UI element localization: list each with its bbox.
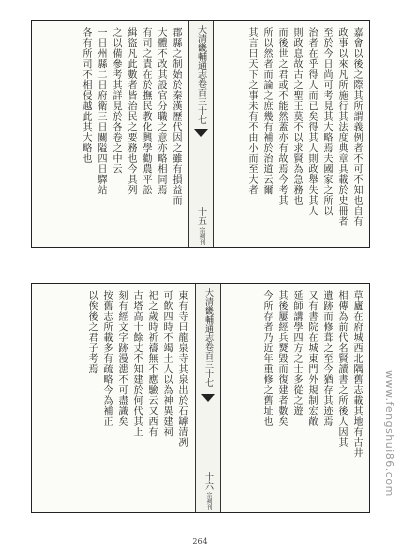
book-title: 大清畿輔通志卷百三十七: [196, 25, 206, 124]
book-title: 大清畿輔通志卷百三十七: [203, 288, 213, 387]
text-column: 一日州縣二日府衛三日關隘四日驛站: [95, 27, 106, 195]
text-column: 古塔高十餘丈不知建於何代其上: [131, 290, 142, 437]
text-column: 有司之責在於撫民教化興學勸農平訟: [140, 27, 151, 195]
fishtail-mark-icon: [201, 394, 215, 402]
text-column: 按舊志所載多有疏略今為補正: [101, 290, 112, 427]
text-column: 緝盜凡此數者皆治民之要務也今具列: [125, 27, 136, 195]
text-column: 可飲四時不竭土人以為神異建祠: [161, 290, 172, 437]
page-number: 十五: [196, 207, 206, 225]
footer-page-number: 264: [192, 537, 208, 546]
bottom-center-fold: [195, 284, 221, 512]
text-column: 其後屢經兵燹毀而復建者數矣: [276, 290, 287, 427]
text-column: 至於今日尚可考見其大略焉夫國家之所以: [321, 27, 332, 216]
text-column: 東有寺曰龍泉寺其泉出於石罅清冽: [176, 290, 187, 448]
publisher-mark: 宗祠刊: [198, 227, 205, 245]
publisher-mark: 宗祠刊: [205, 492, 212, 510]
text-column: 以俟後之君子考焉: [86, 290, 97, 374]
text-column: 則政息故古之聖王莫不以求賢為急務也: [291, 27, 302, 206]
fishtail-mark-icon: [194, 129, 208, 137]
text-column: 郡縣之制始於秦漢歷代因之雖有損益而: [170, 27, 181, 206]
text-column: 而後世之君或不能然蓋亦有故焉今考其: [276, 27, 287, 206]
page-number: 十六: [203, 472, 213, 490]
text-column: 草廬在府城西北隅舊志載其地有古井: [351, 290, 362, 458]
text-column: 又有書院在城東門外規制宏敞: [306, 290, 317, 427]
top-right-text-block: [215, 27, 363, 241]
text-column: 今所存者乃近年重修之舊址也: [261, 290, 272, 427]
text-column: 嘉會以後之際其所謂義例者不可不知也自有: [351, 27, 362, 227]
text-column: 治者在乎得人而已矣得其人則政舉失其人: [306, 27, 317, 216]
text-column: 祀之歲時祈禱無不應驗云又西有: [146, 290, 157, 437]
top-left-text-block: [38, 27, 182, 241]
text-column: 刻有經文字跡漫漶不可盡識矣: [116, 290, 127, 427]
text-column: 其言曰天下之事未有不由小而至大者: [246, 27, 257, 195]
text-column: 所以然者而論之庶幾有補於治道云爾: [261, 27, 272, 195]
bottom-page-spread: [31, 283, 370, 513]
site-watermark: www.fengshui86.com: [383, 370, 396, 497]
text-column: 之以備參考其詳見於各卷之中云: [110, 27, 121, 174]
bottom-right-text-block: [223, 290, 363, 506]
bottom-left-text-block: [38, 290, 188, 506]
text-column: 相傳為前代名賢讀書之所後人因其: [336, 290, 347, 448]
top-center-fold: [188, 21, 214, 247]
text-column: 大體不改其設官分職之意亦略相同焉: [155, 27, 166, 195]
text-column: 各有所司不相侵越此其大略也: [80, 27, 91, 164]
text-column: 遺跡而修葺之至今猶存其迹焉: [321, 290, 332, 427]
text-column: 政事以來凡所施行其法度典章具載於史冊者: [336, 27, 347, 227]
top-page-spread: [31, 20, 370, 248]
text-column: 延師講學四方之士多從之遊: [291, 290, 302, 416]
